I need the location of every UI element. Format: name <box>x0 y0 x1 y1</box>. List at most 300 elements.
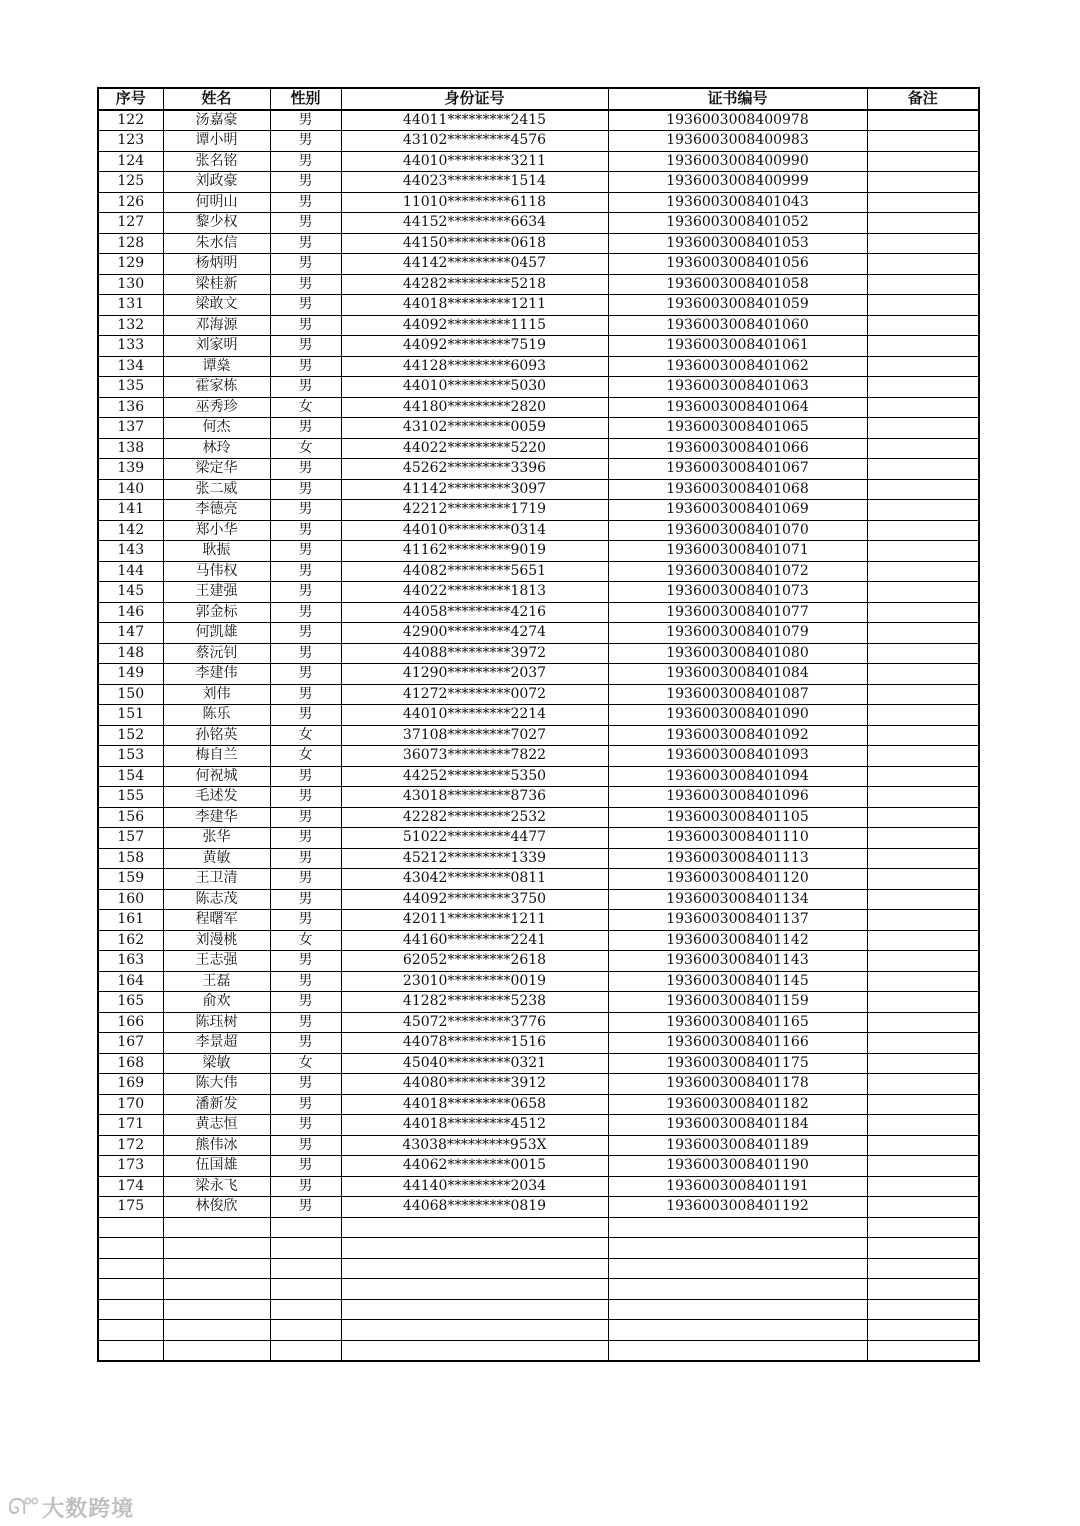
id-number-cell: 44128*********6093 <box>341 356 608 377</box>
remarks-cell <box>867 889 979 910</box>
remarks-cell <box>867 561 979 582</box>
seq-cell: 153 <box>98 746 163 767</box>
seq-cell: 146 <box>98 602 163 623</box>
table-row <box>98 479 979 500</box>
remarks-cell <box>867 828 979 849</box>
remarks-cell <box>867 315 979 336</box>
id-number-cell: 45212*********1339 <box>341 848 608 869</box>
name-cell: 伍国雄 <box>163 1156 270 1177</box>
name-cell: 王建强 <box>163 582 270 603</box>
id-number-cell: 44010*********0314 <box>341 520 608 541</box>
id-number-cell: 43102*********4576 <box>341 131 608 152</box>
header-certificate-number: 证书编号 <box>608 88 867 110</box>
seq-cell: 131 <box>98 295 163 316</box>
name-cell: 王磊 <box>163 971 270 992</box>
name-cell: 何凯雄 <box>163 623 270 644</box>
id-number-cell: 45040*********0321 <box>341 1053 608 1074</box>
table-row <box>98 1320 979 1341</box>
id-number-cell: 44150*********0618 <box>341 233 608 254</box>
certificate-number-cell: 1936003008401080 <box>608 643 867 664</box>
certificate-number-cell: 1936003008401043 <box>608 192 867 213</box>
table-row <box>98 213 979 234</box>
id-number-cell: 44080*********3912 <box>341 1074 608 1095</box>
remarks-cell <box>867 602 979 623</box>
name-cell: 刘政豪 <box>163 172 270 193</box>
id-number-cell: 44082*********5651 <box>341 561 608 582</box>
table-row <box>98 1176 979 1197</box>
name-cell: 耿振 <box>163 541 270 562</box>
certificate-number-cell: 1936003008401192 <box>608 1197 867 1218</box>
gender-cell: 男 <box>270 274 341 295</box>
name-cell: 谭燊 <box>163 356 270 377</box>
gender-cell: 男 <box>270 336 341 357</box>
name-cell: 马伟权 <box>163 561 270 582</box>
seq-cell: 132 <box>98 315 163 336</box>
gender-cell: 男 <box>270 172 341 193</box>
certificate-number-cell <box>608 1238 867 1259</box>
gender-cell: 男 <box>270 561 341 582</box>
seq-cell: 167 <box>98 1033 163 1054</box>
remarks-cell <box>867 582 979 603</box>
id-number-cell: 44142*********0457 <box>341 254 608 275</box>
table-row <box>98 254 979 275</box>
seq-cell: 174 <box>98 1176 163 1197</box>
table-row <box>98 500 979 521</box>
name-cell: 黄志恒 <box>163 1115 270 1136</box>
name-cell: 郑小华 <box>163 520 270 541</box>
table-row <box>98 110 979 131</box>
name-cell: 孙铭英 <box>163 725 270 746</box>
id-number-cell: 44011*********2415 <box>341 110 608 131</box>
seq-cell: 159 <box>98 869 163 890</box>
gender-cell: 男 <box>270 254 341 275</box>
name-cell: 陈志茂 <box>163 889 270 910</box>
seq-cell: 160 <box>98 889 163 910</box>
certificate-number-cell: 1936003008401087 <box>608 684 867 705</box>
remarks-cell <box>867 1320 979 1341</box>
seq-cell: 163 <box>98 951 163 972</box>
name-cell: 巫秀珍 <box>163 397 270 418</box>
remarks-cell <box>867 807 979 828</box>
certificate-number-cell: 1936003008401105 <box>608 807 867 828</box>
id-number-cell: 44010*********2214 <box>341 705 608 726</box>
remarks-cell <box>867 1074 979 1095</box>
table-row <box>98 848 979 869</box>
remarks-cell <box>867 705 979 726</box>
seq-cell: 125 <box>98 172 163 193</box>
seq-cell: 158 <box>98 848 163 869</box>
table-row <box>98 1074 979 1095</box>
name-cell <box>163 1340 270 1361</box>
certificate-number-cell: 1936003008401120 <box>608 869 867 890</box>
certificate-number-cell: 1936003008400978 <box>608 110 867 131</box>
name-cell: 俞欢 <box>163 992 270 1013</box>
gender-cell: 女 <box>270 930 341 951</box>
remarks-cell <box>867 725 979 746</box>
table-row <box>98 971 979 992</box>
remarks-cell <box>867 377 979 398</box>
certificate-number-cell: 1936003008401072 <box>608 561 867 582</box>
remarks-cell <box>867 151 979 172</box>
id-number-cell: 44092*********3750 <box>341 889 608 910</box>
table-row <box>98 684 979 705</box>
seq-cell: 128 <box>98 233 163 254</box>
id-number-cell <box>341 1320 608 1341</box>
id-number-cell: 43038*********953X <box>341 1135 608 1156</box>
seq-cell: 155 <box>98 787 163 808</box>
seq-cell: 139 <box>98 459 163 480</box>
certificate-number-cell: 1936003008401165 <box>608 1012 867 1033</box>
gender-cell: 男 <box>270 971 341 992</box>
gender-cell: 女 <box>270 746 341 767</box>
gender-cell: 男 <box>270 1197 341 1218</box>
name-cell: 梁敢文 <box>163 295 270 316</box>
id-number-cell: 11010*********6118 <box>341 192 608 213</box>
certificate-number-cell: 1936003008400999 <box>608 172 867 193</box>
id-number-cell: 45262*********3396 <box>341 459 608 480</box>
table-row <box>98 541 979 562</box>
certificate-number-cell: 1936003008401071 <box>608 541 867 562</box>
gender-cell: 男 <box>270 377 341 398</box>
id-number-cell: 42900*********4274 <box>341 623 608 644</box>
name-cell: 郭金标 <box>163 602 270 623</box>
certificate-number-cell: 1936003008401052 <box>608 213 867 234</box>
table-row <box>98 233 979 254</box>
remarks-cell <box>867 172 979 193</box>
certificate-number-cell: 1936003008401166 <box>608 1033 867 1054</box>
name-cell: 梁定华 <box>163 459 270 480</box>
name-cell: 何明山 <box>163 192 270 213</box>
certificate-number-cell: 1936003008401068 <box>608 479 867 500</box>
gender-cell: 男 <box>270 1156 341 1177</box>
remarks-cell <box>867 274 979 295</box>
table-row <box>98 1053 979 1074</box>
id-number-cell: 42282*********2532 <box>341 807 608 828</box>
gender-cell <box>270 1258 341 1279</box>
name-cell: 陈乐 <box>163 705 270 726</box>
gender-cell: 男 <box>270 192 341 213</box>
id-number-cell <box>341 1299 608 1320</box>
remarks-cell <box>867 951 979 972</box>
seq-cell: 145 <box>98 582 163 603</box>
gender-cell: 男 <box>270 479 341 500</box>
certificate-number-cell: 1936003008401092 <box>608 725 867 746</box>
remarks-cell <box>867 254 979 275</box>
seq-cell: 136 <box>98 397 163 418</box>
seq-cell: 148 <box>98 643 163 664</box>
certificate-number-cell: 1936003008401094 <box>608 766 867 787</box>
gender-cell: 男 <box>270 684 341 705</box>
table-row <box>98 1258 979 1279</box>
gender-cell: 男 <box>270 951 341 972</box>
name-cell <box>163 1299 270 1320</box>
name-cell: 梁永飞 <box>163 1176 270 1197</box>
header-row <box>98 88 979 110</box>
remarks-cell <box>867 787 979 808</box>
gender-cell: 男 <box>270 848 341 869</box>
certificate-roster-table <box>97 87 980 1362</box>
table-row <box>98 1156 979 1177</box>
gender-cell <box>270 1238 341 1259</box>
seq-cell: 134 <box>98 356 163 377</box>
certificate-number-cell: 1936003008401137 <box>608 910 867 931</box>
gender-cell: 女 <box>270 1053 341 1074</box>
certificate-number-cell: 1936003008401073 <box>608 582 867 603</box>
remarks-cell <box>867 418 979 439</box>
id-number-cell: 44092*********7519 <box>341 336 608 357</box>
seq-cell: 152 <box>98 725 163 746</box>
certificate-number-cell: 1936003008400983 <box>608 131 867 152</box>
gender-cell: 男 <box>270 1176 341 1197</box>
remarks-cell <box>867 438 979 459</box>
name-cell: 朱水信 <box>163 233 270 254</box>
name-cell: 李建华 <box>163 807 270 828</box>
remarks-cell <box>867 192 979 213</box>
weibo-like-logo-icon: ᘏ°° <box>8 1494 37 1520</box>
id-number-cell: 44058*********4216 <box>341 602 608 623</box>
certificate-number-cell: 1936003008401079 <box>608 623 867 644</box>
id-number-cell <box>341 1279 608 1300</box>
certificate-number-cell: 1936003008401060 <box>608 315 867 336</box>
table-row <box>98 582 979 603</box>
gender-cell: 男 <box>270 233 341 254</box>
name-cell: 毛述发 <box>163 787 270 808</box>
certificate-number-cell: 1936003008401134 <box>608 889 867 910</box>
seq-cell <box>98 1217 163 1238</box>
watermark <box>8 1490 134 1524</box>
id-number-cell: 41282*********5238 <box>341 992 608 1013</box>
table-row <box>98 705 979 726</box>
remarks-cell <box>867 1217 979 1238</box>
table-row <box>98 1340 979 1361</box>
name-cell: 熊伟冰 <box>163 1135 270 1156</box>
name-cell: 汤嘉豪 <box>163 110 270 131</box>
remarks-cell <box>867 1238 979 1259</box>
gender-cell: 男 <box>270 110 341 131</box>
seq-cell: 130 <box>98 274 163 295</box>
id-number-cell: 44022*********5220 <box>341 438 608 459</box>
certificate-number-cell: 1936003008401065 <box>608 418 867 439</box>
table-row <box>98 1012 979 1033</box>
name-cell <box>163 1320 270 1341</box>
table-row <box>98 1217 979 1238</box>
certificate-number-cell: 1936003008401178 <box>608 1074 867 1095</box>
seq-cell: 164 <box>98 971 163 992</box>
table-row <box>98 1115 979 1136</box>
seq-cell: 151 <box>98 705 163 726</box>
remarks-cell <box>867 1197 979 1218</box>
remarks-cell <box>867 992 979 1013</box>
name-cell <box>163 1217 270 1238</box>
remarks-cell <box>867 131 979 152</box>
id-number-cell: 23010*********0019 <box>341 971 608 992</box>
table-row <box>98 623 979 644</box>
remarks-cell <box>867 356 979 377</box>
remarks-cell <box>867 1156 979 1177</box>
seq-cell: 173 <box>98 1156 163 1177</box>
name-cell: 陈珏树 <box>163 1012 270 1033</box>
gender-cell: 女 <box>270 438 341 459</box>
name-cell: 杨炳明 <box>163 254 270 275</box>
table-row <box>98 274 979 295</box>
seq-cell: 126 <box>98 192 163 213</box>
gender-cell: 女 <box>270 397 341 418</box>
seq-cell <box>98 1279 163 1300</box>
name-cell: 梁敏 <box>163 1053 270 1074</box>
table-row <box>98 295 979 316</box>
id-number-cell: 41290*********2037 <box>341 664 608 685</box>
gender-cell: 男 <box>270 828 341 849</box>
gender-cell <box>270 1217 341 1238</box>
id-number-cell: 62052*********2618 <box>341 951 608 972</box>
name-cell: 刘漫桃 <box>163 930 270 951</box>
gender-cell: 男 <box>270 766 341 787</box>
seq-cell: 171 <box>98 1115 163 1136</box>
certificate-number-cell: 1936003008401053 <box>608 233 867 254</box>
certificate-number-cell: 1936003008401084 <box>608 664 867 685</box>
gender-cell: 男 <box>270 1115 341 1136</box>
gender-cell: 男 <box>270 705 341 726</box>
seq-cell: 137 <box>98 418 163 439</box>
seq-cell: 129 <box>98 254 163 275</box>
id-number-cell: 44018*********0658 <box>341 1094 608 1115</box>
name-cell: 梁桂新 <box>163 274 270 295</box>
id-number-cell: 44010*********3211 <box>341 151 608 172</box>
id-number-cell: 41272*********0072 <box>341 684 608 705</box>
certificate-number-cell: 1936003008401062 <box>608 356 867 377</box>
header-id-number: 身份证号 <box>341 88 608 110</box>
gender-cell: 男 <box>270 582 341 603</box>
name-cell: 刘家明 <box>163 336 270 357</box>
table-row <box>98 418 979 439</box>
table-row <box>98 1238 979 1259</box>
gender-cell: 男 <box>270 151 341 172</box>
name-cell: 林俊欣 <box>163 1197 270 1218</box>
certificate-number-cell: 1936003008401058 <box>608 274 867 295</box>
table-row <box>98 356 979 377</box>
certificate-number-cell: 1936003008401143 <box>608 951 867 972</box>
gender-cell: 男 <box>270 295 341 316</box>
certificate-number-cell: 1936003008401113 <box>608 848 867 869</box>
seq-cell <box>98 1320 163 1341</box>
table-row <box>98 151 979 172</box>
table-row <box>98 1033 979 1054</box>
certificate-number-cell: 1936003008401191 <box>608 1176 867 1197</box>
name-cell <box>163 1238 270 1259</box>
gender-cell: 男 <box>270 602 341 623</box>
remarks-cell <box>867 848 979 869</box>
seq-cell: 157 <box>98 828 163 849</box>
remarks-cell <box>867 1279 979 1300</box>
seq-cell: 156 <box>98 807 163 828</box>
certificate-number-cell: 1936003008401056 <box>608 254 867 275</box>
table-row <box>98 787 979 808</box>
gender-cell: 男 <box>270 500 341 521</box>
table-row <box>98 1197 979 1218</box>
certificate-number-cell: 1936003008401063 <box>608 377 867 398</box>
seq-cell: 127 <box>98 213 163 234</box>
id-number-cell: 45072*********3776 <box>341 1012 608 1033</box>
certificate-number-cell <box>608 1340 867 1361</box>
seq-cell: 162 <box>98 930 163 951</box>
name-cell: 蔡沅钊 <box>163 643 270 664</box>
gender-cell: 男 <box>270 664 341 685</box>
table-row <box>98 766 979 787</box>
table-row <box>98 643 979 664</box>
table-row <box>98 459 979 480</box>
remarks-cell <box>867 1053 979 1074</box>
remarks-cell <box>867 869 979 890</box>
table-row <box>98 131 979 152</box>
table-row <box>98 869 979 890</box>
remarks-cell <box>867 397 979 418</box>
name-cell: 李建伟 <box>163 664 270 685</box>
id-number-cell: 51022*********4477 <box>341 828 608 849</box>
remarks-cell <box>867 643 979 664</box>
id-number-cell: 42011*********1211 <box>341 910 608 931</box>
certificate-number-cell: 1936003008401077 <box>608 602 867 623</box>
gender-cell: 男 <box>270 1012 341 1033</box>
seq-cell: 170 <box>98 1094 163 1115</box>
certificate-number-cell: 1936003008401070 <box>608 520 867 541</box>
seq-cell: 169 <box>98 1074 163 1095</box>
remarks-cell <box>867 459 979 480</box>
gender-cell: 男 <box>270 910 341 931</box>
remarks-cell <box>867 1299 979 1320</box>
remarks-cell <box>867 1033 979 1054</box>
table-row <box>98 889 979 910</box>
remarks-cell <box>867 910 979 931</box>
table-row <box>98 746 979 767</box>
name-cell: 黎少权 <box>163 213 270 234</box>
gender-cell: 男 <box>270 356 341 377</box>
id-number-cell: 44282*********5218 <box>341 274 608 295</box>
certificate-number-cell: 1936003008401159 <box>608 992 867 1013</box>
id-number-cell: 44022*********1813 <box>341 582 608 603</box>
id-number-cell: 44092*********1115 <box>341 315 608 336</box>
gender-cell <box>270 1340 341 1361</box>
name-cell: 黄敏 <box>163 848 270 869</box>
id-number-cell <box>341 1217 608 1238</box>
gender-cell: 男 <box>270 315 341 336</box>
certificate-number-cell: 1936003008401145 <box>608 971 867 992</box>
id-number-cell <box>341 1238 608 1259</box>
table-row <box>98 336 979 357</box>
table-row <box>98 1135 979 1156</box>
seq-cell: 144 <box>98 561 163 582</box>
seq-cell: 149 <box>98 664 163 685</box>
certificate-number-cell: 1936003008401190 <box>608 1156 867 1177</box>
seq-cell: 133 <box>98 336 163 357</box>
seq-cell: 142 <box>98 520 163 541</box>
seq-cell: 138 <box>98 438 163 459</box>
table-row <box>98 664 979 685</box>
table-row <box>98 992 979 1013</box>
certificate-number-cell: 1936003008401175 <box>608 1053 867 1074</box>
certificate-number-cell: 1936003008401069 <box>608 500 867 521</box>
gender-cell: 女 <box>270 725 341 746</box>
gender-cell: 男 <box>270 1135 341 1156</box>
id-number-cell: 44023*********1514 <box>341 172 608 193</box>
table-row <box>98 1299 979 1320</box>
id-number-cell: 44252*********5350 <box>341 766 608 787</box>
id-number-cell <box>341 1258 608 1279</box>
watermark-text: 大数跨境 <box>42 1496 135 1522</box>
certificate-number-cell: 1936003008401059 <box>608 295 867 316</box>
id-number-cell: 36073*********7822 <box>341 746 608 767</box>
name-cell: 何杰 <box>163 418 270 439</box>
name-cell: 李景超 <box>163 1033 270 1054</box>
